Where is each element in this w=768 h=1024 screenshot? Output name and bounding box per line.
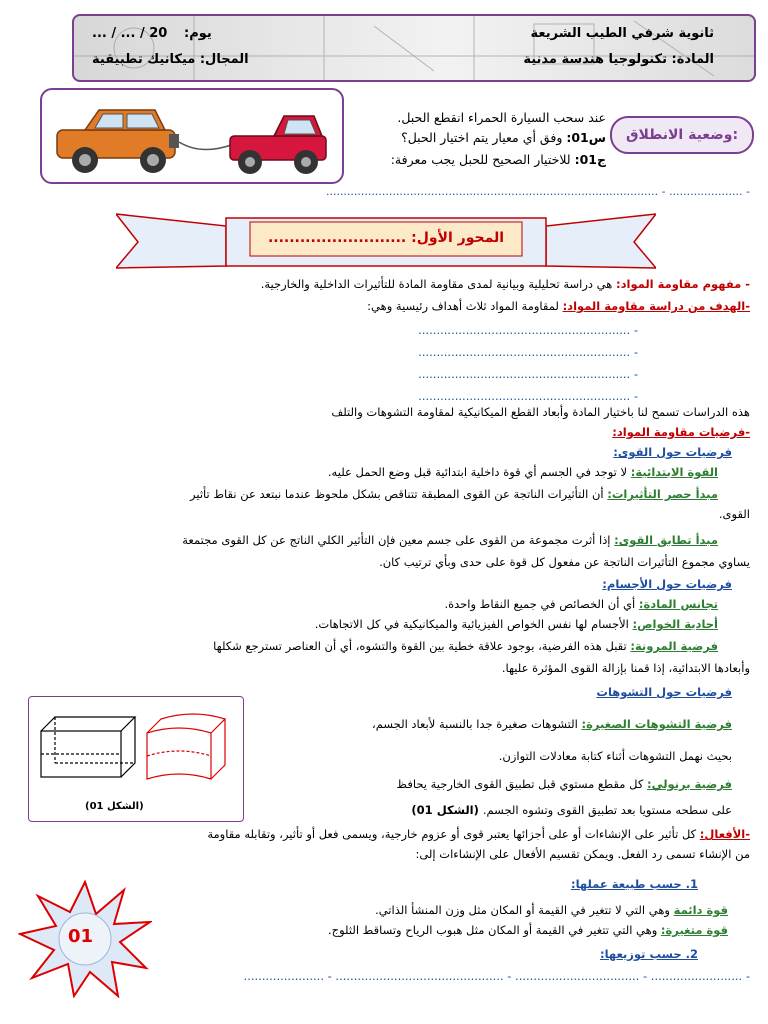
cars-illustration [40, 88, 344, 184]
subject-line: المادة: تكنولوجيا هندسة مدنية [523, 52, 714, 67]
concept-label: - مفهوم مقاومة المواد: [616, 277, 750, 291]
answer-dotted-line: - ..................... - ............................................................................................... [325, 185, 750, 198]
page-number: 01 [68, 926, 94, 947]
goal-label: -الهدف من دراسة مقاومة المواد: [562, 299, 750, 313]
elasticity-label: فرضية المرونة: [630, 639, 718, 653]
bernoulli-text: كل مقطع مستوي قبل تطبيق القوى الخارجية يحافظ [396, 777, 647, 791]
bottom-dotted-line: - ......................... - .................................. - .............................................. - ...................... [243, 969, 750, 983]
question-01-text: وفق أي معيار يتم اختيار الحبل؟ [401, 130, 567, 145]
day-label: يوم: [184, 26, 212, 41]
figure-01-caption: (الشكل 01) [85, 801, 144, 812]
homogeneity-label: تجانس المادة: [638, 597, 718, 611]
bernoulli-label: فرضية برنولي: [646, 777, 732, 791]
saint-venant-text-2: القوى. [718, 507, 750, 521]
cars-rope-icon [42, 90, 342, 182]
superposition-label: مبدأ تطابق القوى: [614, 533, 718, 547]
elasticity-text-2: وأبعادها الابتدائية، إذا قمنا بإزالة القوى المؤثرة عليها. [501, 661, 750, 675]
permanent-force-text: وهي التي لا تتغير في القيمة أو المكان مثل وزن المنشأ الذاتي. [375, 903, 674, 917]
isotropy-item [315, 616, 718, 632]
bernoulli-figure-ref: (الشكل 01) [411, 803, 483, 817]
initial-force-label: القوة الابتدائية: [630, 465, 718, 479]
homogeneity-text: أي أن الخصائص في جميع النقاط واحدة. [444, 597, 639, 611]
forces-hypotheses-title: فرضيات حول القوى: [613, 445, 732, 459]
domain-line: المجال: ميكانيك تطبيقية [92, 52, 249, 67]
permanent-force-label: قوة دائمة [673, 903, 728, 917]
variable-force-item [328, 922, 728, 938]
deformation-hypotheses-title: فرضيات حول التشوهات [596, 685, 732, 699]
by-distribution-title: 2. حسب توزيعها: [599, 947, 698, 961]
small-deformation-label: فرضية التشوهات الصغيرة: [581, 717, 732, 731]
concept-text: هي دراسة تحليلية وبيانية لمدى مقاومة المادة للتأثيرات الداخلية والخارجية. [260, 277, 616, 291]
document-header [72, 14, 756, 82]
answer-01 [391, 152, 606, 168]
small-deformation-item [372, 716, 732, 732]
goal-line [367, 298, 750, 314]
concept-line [261, 276, 750, 292]
variable-force-label: قوة متغيرة: [660, 923, 728, 937]
goal-summary: هذه الدراسات تسمح لنا باختيار المادة وأبعاد القطع الميكانيكية لمقاومة التشوهات والتلف [331, 405, 750, 419]
saint-venant-text: أن التأثيرات الناتجة عن القوى المطبقة تتناقص بشكل ملحوظ عندما نبتعد عن نقاط تأثير [190, 487, 608, 501]
by-nature-title: 1. حسب طبيعة عملها: [570, 877, 698, 891]
page-number-badge [18, 880, 152, 998]
elasticity-text: تقبل هذه الفرضية، بوجود علاقة خطية بين القوة والتشوه، أي أن العناصر تسترجع شكلها [213, 639, 631, 653]
superposition-text: إذا أثرت مجموعة من القوى على جسم معين فإن التأثير الكلي الناتج عن كل القوى مجتمعة [182, 533, 615, 547]
goal-item-1: - .......................................................... [418, 323, 638, 337]
bernoulli-line-2 [411, 802, 732, 818]
situation-line: عند سحب السيارة الحمراء انقطع الحبل. [397, 110, 606, 125]
homogeneity-item [444, 596, 718, 612]
goal-item-3: - .......................................................... [418, 367, 638, 381]
question-01 [401, 130, 606, 146]
day-value: ... / ... / 20 [92, 26, 168, 41]
superposition-item [182, 532, 718, 548]
axis-banner [116, 208, 656, 276]
actions-label: -الأفعال: [699, 827, 750, 841]
axis-title: المحور الأول: .......................... [267, 230, 505, 246]
saint-venant-label: مبدأ حصر التأثيرات: [607, 487, 718, 501]
question-01-label: س01: [566, 130, 606, 145]
goal-item-2: - .......................................................... [418, 345, 638, 359]
bernoulli-text-2: على سطحه مستويا بعد تطبيق القوى وتشوه الجسم. [482, 803, 732, 817]
bodies-hypotheses-title: فرضيات حول الأجسام: [602, 577, 732, 591]
hypotheses-title: -فرضيات مقاومة المواد: [612, 425, 750, 439]
initial-force-text: لا توجد في الجسم أي قوة داخلية ابتدائية قبل وضع الحمل عليه. [327, 465, 631, 479]
initial-force-item [328, 464, 718, 480]
elasticity-item [213, 638, 718, 654]
starting-situation-label: وضعية الانطلاق: [610, 116, 754, 154]
figure-01-beams [28, 696, 244, 822]
goal-text: لمقاومة المواد ثلاث أهداف رئيسية وهي: [367, 299, 563, 313]
bernoulli-item [396, 776, 732, 792]
saint-venant-item [190, 486, 718, 502]
answer-01-text: للاختيار الصحيح للحبل يجب معرفة: [390, 152, 575, 167]
superposition-text-2: يساوي مجموع التأثيرات الناتجة عن مفعول كل قوة على حدى وبأي ترتيب كان. [379, 555, 750, 569]
isotropy-label: أحادية الخواص: [632, 617, 718, 631]
school-name: ثانوية شرفي الطيب الشريعة [530, 26, 714, 41]
permanent-force-item [375, 902, 728, 918]
variable-force-text: وهي التي تتغير في القيمة أو المكان مثل هبوب الرياح وتساقط الثلوج. [328, 923, 661, 937]
goal-item-4: - .......................................................... [418, 389, 638, 403]
isotropy-text: الأجسام لها نفس الخواص الفيزيائية والميكانيكية في كل الاتجاهات. [314, 617, 633, 631]
small-deformation-text-2: بحيث نهمل التشوهات أثناء كتابة معادلات التوازن. [498, 749, 732, 763]
actions-line [207, 826, 750, 842]
answer-01-label: ج01: [574, 152, 606, 167]
actions-text-2: من الإنشاء تسمى رد الفعل. ويمكن تقسيم الأفعال على الإنشاءات إلى: [415, 847, 750, 861]
actions-text: كل تأثير على الإنشاءات أو على أجزائها يعتبر قوى أو عزوم خارجية، ويسمى فعل أو تأثير، وتقابله مقاومة [207, 827, 700, 841]
small-deformation-text: التشوهات صغيرة جدا بالنسبة لأبعاد الجسم، [372, 717, 582, 731]
